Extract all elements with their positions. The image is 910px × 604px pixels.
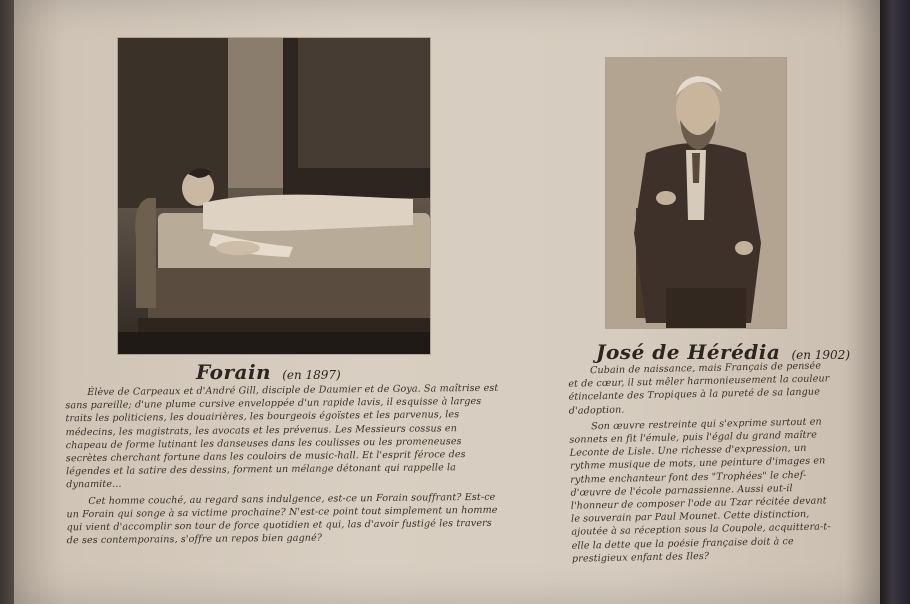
heredia-name: José de Hérédia [596, 340, 781, 364]
forain-text-block [65, 382, 501, 551]
heredia-text-block [568, 359, 834, 568]
forain-name: Forain [196, 360, 272, 384]
forain-photo-scene [118, 38, 430, 354]
forain-caption [196, 360, 341, 384]
heredia-paragraph: Son œuvre restreinte qui s'exprime surtout en sonnets en fit l'émule, puis l'égal du grand maître Leconte de Lisle. Une richesse d'expression, un rythme musique de mots, une peinture d'images en rythme enchanteur font des "Trophées" le chef-d'œuvre de l'école parnassienne. Aussi eut-il l'honneur de composer l'ode au Tzar récitée devant le souverain par Paul Mounet. Cette distinction, ajoutée à sa réception sous la Coupole, acquittera-t-elle la dette que la poésie française doit à ce prestigieux enfant des Iles? [569, 416, 831, 565]
forain-year: (en 1897) [282, 368, 341, 382]
album-cover-edge [880, 0, 910, 604]
forain-paragraph: Cet homme couché, au regard sans indulgence, est-ce un Forain souffrant? Est-ce un Forain qui songe à sa victime prochaine? N'est-ce point tout simplement un homme qui vient d'accomplir son tour de force quotidien et qui, las d'avoir fustigé les travers de ses contemporains, s'offre un repos bien gagné? [66, 491, 498, 547]
heredia-paragraph: Cubain de naissance, mais Français de pensée et de cœur, il sut mêler harmonieusement la couleur étincelante des Tropiques à la pureté de sa langue d'adoption. [568, 360, 830, 417]
heredia-photo-scene [606, 58, 786, 328]
heredia-year: (en 1902) [791, 348, 850, 362]
forain-paragraph: Élève de Carpeaux et d'André Gill, disciple de Daumier et de Goya. Sa maîtrise est sans pareille; d'une plume cursive enveloppée d'un rapide lavis, il esquisse à larges traits les politiciens, les douairières, les bourgeois égoïstes et les parvenus, les médecins, les magistrats, les avocats et les prévenus. Les Messieurs cossus en chapeau de forme lutinant les danseuses dans les coulisses ou les promeneuses secrètes cherchant fortune dans les couloirs de music-hall. Et l'esprit féroce des légendes et la satire des dessins, forment un mélange détonant qui rappelle la dynamite... [65, 382, 499, 491]
forain-photograph [118, 38, 430, 354]
heredia-photograph [606, 58, 786, 328]
